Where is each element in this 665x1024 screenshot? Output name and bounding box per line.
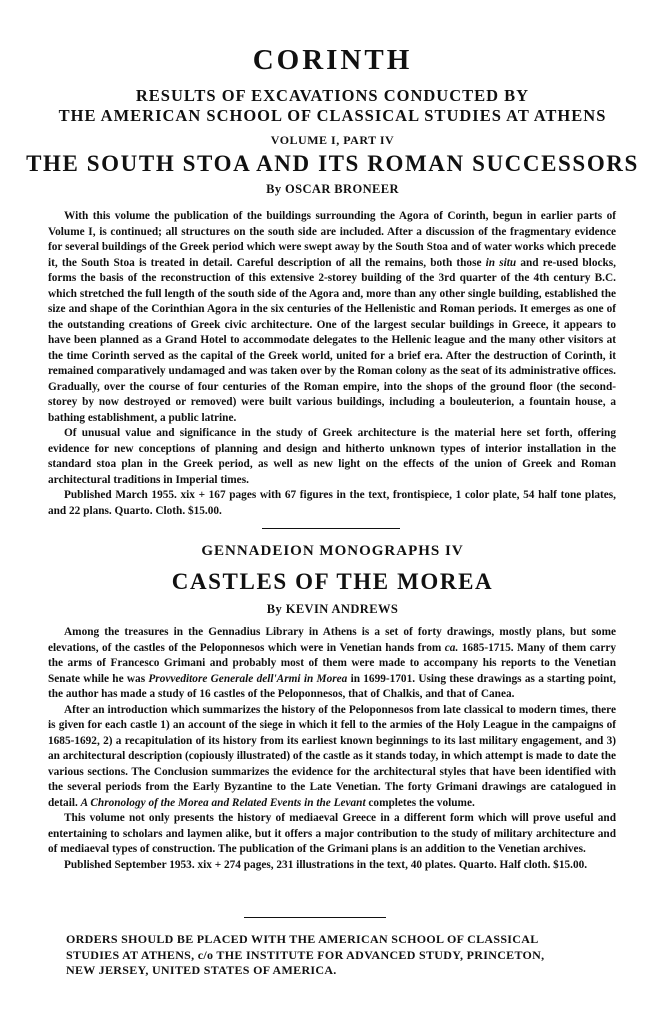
morea-paragraph-3: This volume not only presents the history of mediaeval Greece in a different form which will prove useful and entertaining to scholars and laymen alike, but it offers a major contribution to the study of military architecture and of mediaeval types of construction. The publication of the Grimani plans is an addition to the Venetian archives.	[48, 812, 616, 855]
ordering-notice	[66, 932, 586, 979]
volume-label: VOLUME I, PART IV	[270, 133, 395, 147]
subtitle-line-2: THE AMERICAN SCHOOL OF CLASSICAL STUDIES AT ATHENS	[58, 106, 607, 125]
morea-description	[48, 625, 616, 873]
divider-rule	[244, 917, 386, 918]
stoa-description	[48, 209, 616, 519]
divider-rule	[262, 528, 400, 529]
ordering-line-2: STUDIES AT ATHENS, c/o THE INSTITUTE FOR ADVANCED STUDY, PRINCETON,	[66, 947, 545, 962]
stoa-publication-info: Published March 1955. xix + 167 pages with 67 figures in the text, frontispiece, 1 color plate, 54 half tone plates, and 22 plans. Quarto. Cloth. $15.00.	[48, 489, 616, 517]
stoa-paragraph-1: With this volume the publication of the buildings surrounding the Agora of Corinth, begun in earlier parts of Volume I, is continued; all structures on the south side are included. After a discussion of the fragmentary evidence for several buildings of the Greek period which were swept away by the South Stoa and of water works which precede it, the South Stoa is treated in detail. Careful description of all the remains, both those in situ and re-used blocks, forms the basis of the reconstruction of this extensive 2-storey building of the 3rd quarter of the 4th century B.C. which stretched the full length of the south side of the Agora and, more than any other single building, established the size and shape of the Corinthian Agora in the six centuries of the Hellenistic and Roman periods. It emerges as one of the outstanding creations of Greek civic architecture. One of the largest secular buildings in Greece, it appears to have been planned as a Grand Hotel to accommodate delegates to the Hellenic league and the many other visitors at the time Corinth served as the capital of the Greek world, united for a brief era. After the destruction of Corinth, it remained comparatively undamaged and was taken over by the Roman colony as the seat of its administrative offices. Gradually, over the course of four centuries of the Roman empire, into the shops of the ground floor (the second-storey by now destroyed or removed) were built various buildings, including a bouleuterion, a fountain house, a bathing establishment, a public latrine.	[48, 210, 616, 424]
series-title: CORINTH	[252, 44, 413, 76]
book-title-morea: CASTLES OF THE MOREA	[171, 569, 494, 594]
ordering-line-1: ORDERS SHOULD BE PLACED WITH THE AMERICAN SCHOOL OF CLASSICAL	[66, 932, 539, 946]
morea-paragraph-2: After an introduction which summarizes the history of the Peloponnesos from late classical to modern times, there is given for each castle 1) an account of the siege in which it fell to the armies of the Holy League in the campaigns of 1685-1692, 2) a recapitulation of its history from its earliest known beginnings to its last military engagement, and 3) an architectural description (copiously illustrated) of the castle as it stands today, in which attempt is made to date the various sections. The Conclusion summarizes the evidence for the architectural styles that have been identified with the several periods from the Early Byzantine to the Late Venetian. The forty Grimani drawings are catalogued in detail. A Chronology of the Morea and Related Events in the Levant completes the volume.	[48, 703, 616, 809]
stoa-paragraph-2: Of unusual value and significance in the study of Greek architecture is the material here set forth, offering evidence for new conceptions of planning and design and hitherto unknown types of interior installation in the standard stoa plan in the Greek period, as well as new light on the effects of the union of Greek and Roman architectural traditions in Imperial times.	[48, 427, 616, 486]
monograph-series: GENNADEION MONOGRAPHS IV	[201, 543, 464, 559]
subtitle-line-1: RESULTS OF EXCAVATIONS CONDUCTED BY	[135, 86, 530, 105]
author-andrews: By KEVIN ANDREWS	[266, 602, 399, 616]
ordering-line-3: NEW JERSEY, UNITED STATES OF AMERICA.	[66, 963, 337, 977]
author-broneer: By OSCAR BRONEER	[266, 182, 399, 196]
morea-paragraph-1: Among the treasures in the Gennadius Library in Athens is a set of forty drawings, mostly plans, but some elevations, of the castles of the Peloponnesos which were in Venetian hands from ca. 1685-1715. Many of them carry the arms of Francesco Grimani and probably most of them were made to accompany his reports to the Venetian Senate while he was Provveditore Generale dell'Armi in Morea in 1699-1701. Using these drawings as a starting point, the author has made a study of 16 castles of the Peloponnesos, that of Chalkis, and that of Canea.	[48, 626, 616, 700]
book-title-stoa: THE SOUTH STOA AND ITS ROMAN SUCCESSORS	[26, 151, 639, 176]
morea-publication-info: Published September 1953. xix + 274 pages, 231 illustrations in the text, 40 plates. Quarto. Half cloth. $15.00.	[64, 858, 588, 871]
